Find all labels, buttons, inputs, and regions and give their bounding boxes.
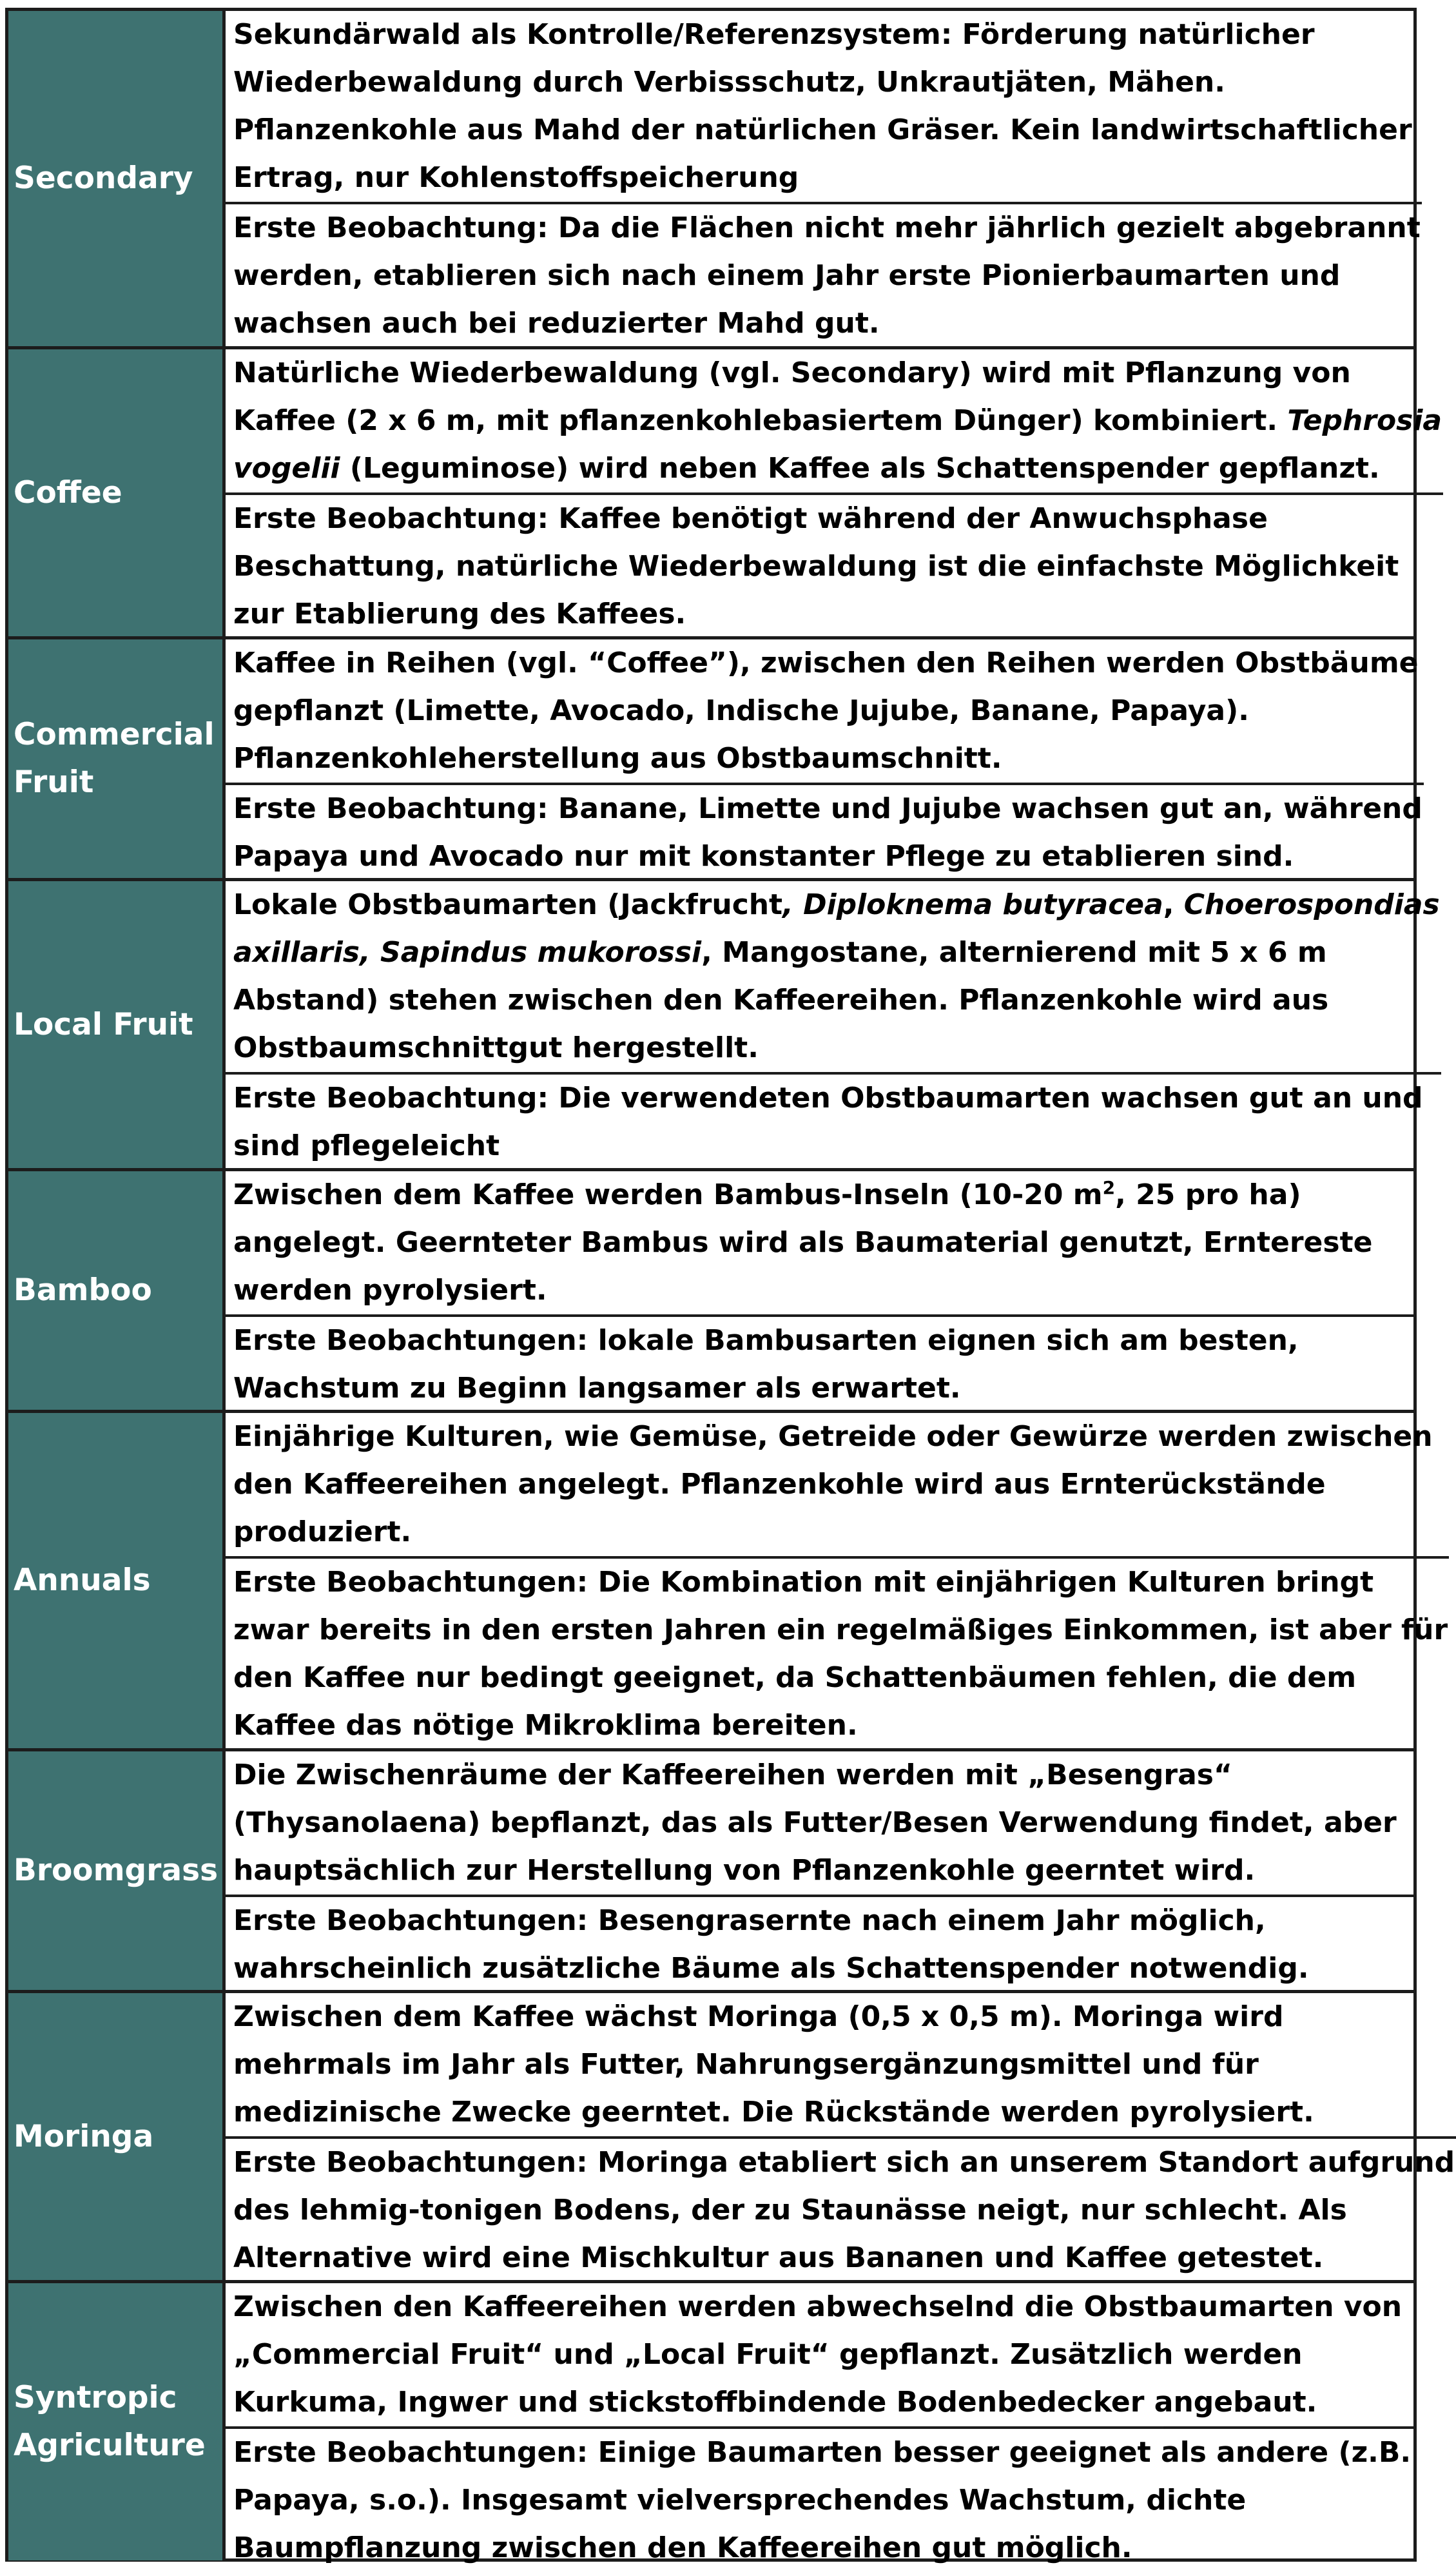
row-label: Bamboo — [8, 1171, 226, 1410]
observation-cell: Erste Beobachtung: Banane, Limette und Jujube wachsen gut an, während Papaya und Avocado nur mit konstanter Pflege zu etablieren sind. — [226, 783, 1424, 881]
row-label: Moringa — [8, 1993, 226, 2280]
description-cell: Lokale Obstbaumarten (Jackfrucht, Diploknema butyracea, Choerospondias axillaris, Sapindus mukorossi, Mangostane, alternierend mit 5 x 6 m Abstand) stehen zwischen den Kaffeereihen. Pflanzenkohle wird aus Obstbaumschnittgut hergestellt. — [233, 888, 1440, 1064]
observation-cell: Erste Beobachtungen: Moringa etabliert sich an unserem Standort aufgrund des lehmig-tonigen Bodens, der zu Staunässe neigt, nur schlecht. Als Alternative wird eine Mischkultur aus Bananen und Kaffee getestet. — [226, 2136, 1456, 2282]
table-row — [8, 881, 1440, 1171]
row-label: Syntropic Agriculture — [8, 2283, 226, 2560]
observation-cell: Erste Beobachtung: Die verwendeten Obstbaumarten wachsen gut an und sind pflegeleicht — [226, 1072, 1441, 1170]
observation-cell: Erste Beobachtungen: Einige Baumarten besser geeignet als andere (z.B. Papaya, s.o.). Insgesamt vielversprechendes Wachstum, dichte Baumpflanzung zwischen den Kaffeereihen gut möglich. — [226, 2426, 1413, 2572]
observation-cell: Erste Beobachtung: Kaffee benötigt während der Anwuchsphase Beschattung, natürliche Wiederbewaldung ist die einfachste Möglichkeit zur Etablierung des Kaffees. — [226, 492, 1443, 638]
row-label: Secondary — [8, 11, 226, 346]
table-row — [8, 1413, 1448, 1751]
description-cell: Zwischen dem Kaffee werden Bambus-Inseln (10-20 $m^2$, 25 pro ha) angelegt. Geernteter Bambus wird als Baumaterial genutzt, Erntereste werden pyrolysiert. — [233, 1177, 1373, 1307]
table-row — [8, 1171, 1413, 1413]
observation-cell: Erste Beobachtungen: lokale Bambusarten eignen sich am besten, Wachstum zu Beginn langsamer als erwartet. — [226, 1314, 1413, 1412]
observation-cell: Erste Beobachtungen: Die Kombination mit einjährigen Kulturen bringt zwar bereits in den ersten Jahren ein regelmäßiges Einkommen, ist aber für den Kaffee nur bedingt geeignet, da Schattenbäumen fehlen, die dem Kaffee das nötige Mikroklima bereiten. — [226, 1556, 1449, 1749]
description-cell: Kaffee in Reihen (vgl. “Coffee”), zwischen den Reihen werden Obstbäume gepflanzt (Limette, Avocado, Indische Jujube, Banane, Papaya). Pflanzenkohleherstellung aus Obstbaumschnitt. — [233, 647, 1419, 775]
row-label: Commercial Fruit — [8, 639, 226, 878]
description-cell: Einjährige Kulturen, wie Gemüse, Getreide oder Gewürze werden zwischen den Kaffeereihen angelegt. Pflanzenkohle wird aus Ernterückstände produziert. — [233, 1420, 1433, 1548]
table-row — [8, 11, 1421, 349]
description-cell: Die Zwischenräume der Kaffeereihen werden mit „Besengras“ (Thysanolaena) bepflanzt, das als Futter/Besen Verwendung findet, aber hauptsächlich zur Herstellung von Pflanzenkohle geerntet wird. — [233, 1759, 1397, 1887]
row-label: Coffee — [8, 349, 226, 636]
comparison-table — [5, 8, 1455, 2564]
description-cell: Natürliche Wiederbewaldung (vgl. Secondary) wird mit Pflanzung von Kaffee (2 x 6 m, mit pflanzenkohlebasiertem Dünger) kombiniert. Tephrosia vogelii (Leguminose) wird neben Kaffee als Schattenspender gepflanzt. — [233, 356, 1442, 485]
table-row — [8, 1993, 1455, 2283]
row-label: Local Fruit — [8, 881, 226, 1168]
table-row — [8, 1751, 1413, 1993]
description-cell: Sekundärwald als Kontrolle/Referenzsystem: Förderung natürlicher Wiederbewaldung durch Verbissschutz, Unkrautjäten, Mähen. Pflanzenkohle aus Mahd der natürlichen Gräser. Kein landwirtschaftlicher Ertrag, nur Kohlenstoffspeicherung — [233, 18, 1412, 194]
row-label: Broomgrass — [8, 1751, 226, 1990]
table-row — [8, 639, 1422, 881]
table-row — [8, 2283, 1413, 2564]
row-label: Annuals — [8, 1413, 226, 1748]
description-cell: Zwischen dem Kaffee wächst Moringa (0,5 x 0,5 m). Moringa wird mehrmals im Jahr als Futter, Nahrungsergänzungsmittel und für medizinische Zwecke geerntet. Die Rückstände werden pyrolysiert. — [233, 2000, 1314, 2129]
observation-cell: Erste Beobachtung: Da die Flächen nicht mehr jährlich gezielt abgebrannt werden, etablieren sich nach einem Jahr erste Pionierbaumarten und wachsen auch bei reduzierter Mahd gut. — [226, 202, 1422, 347]
table-row — [8, 349, 1442, 639]
observation-cell: Erste Beobachtungen: Besengrasernte nach einem Jahr möglich, wahrscheinlich zusätzliche Bäume als Schattenspender notwendig. — [226, 1895, 1413, 1992]
description-cell: Zwischen den Kaffeereihen werden abwechselnd die Obstbaumarten von „Commercial Fruit“ und „Local Fruit“ gepflanzt. Zusätzlich werden Kurkuma, Ingwer und stickstoffbindende Bodenbedecker angebaut. — [233, 2290, 1403, 2419]
